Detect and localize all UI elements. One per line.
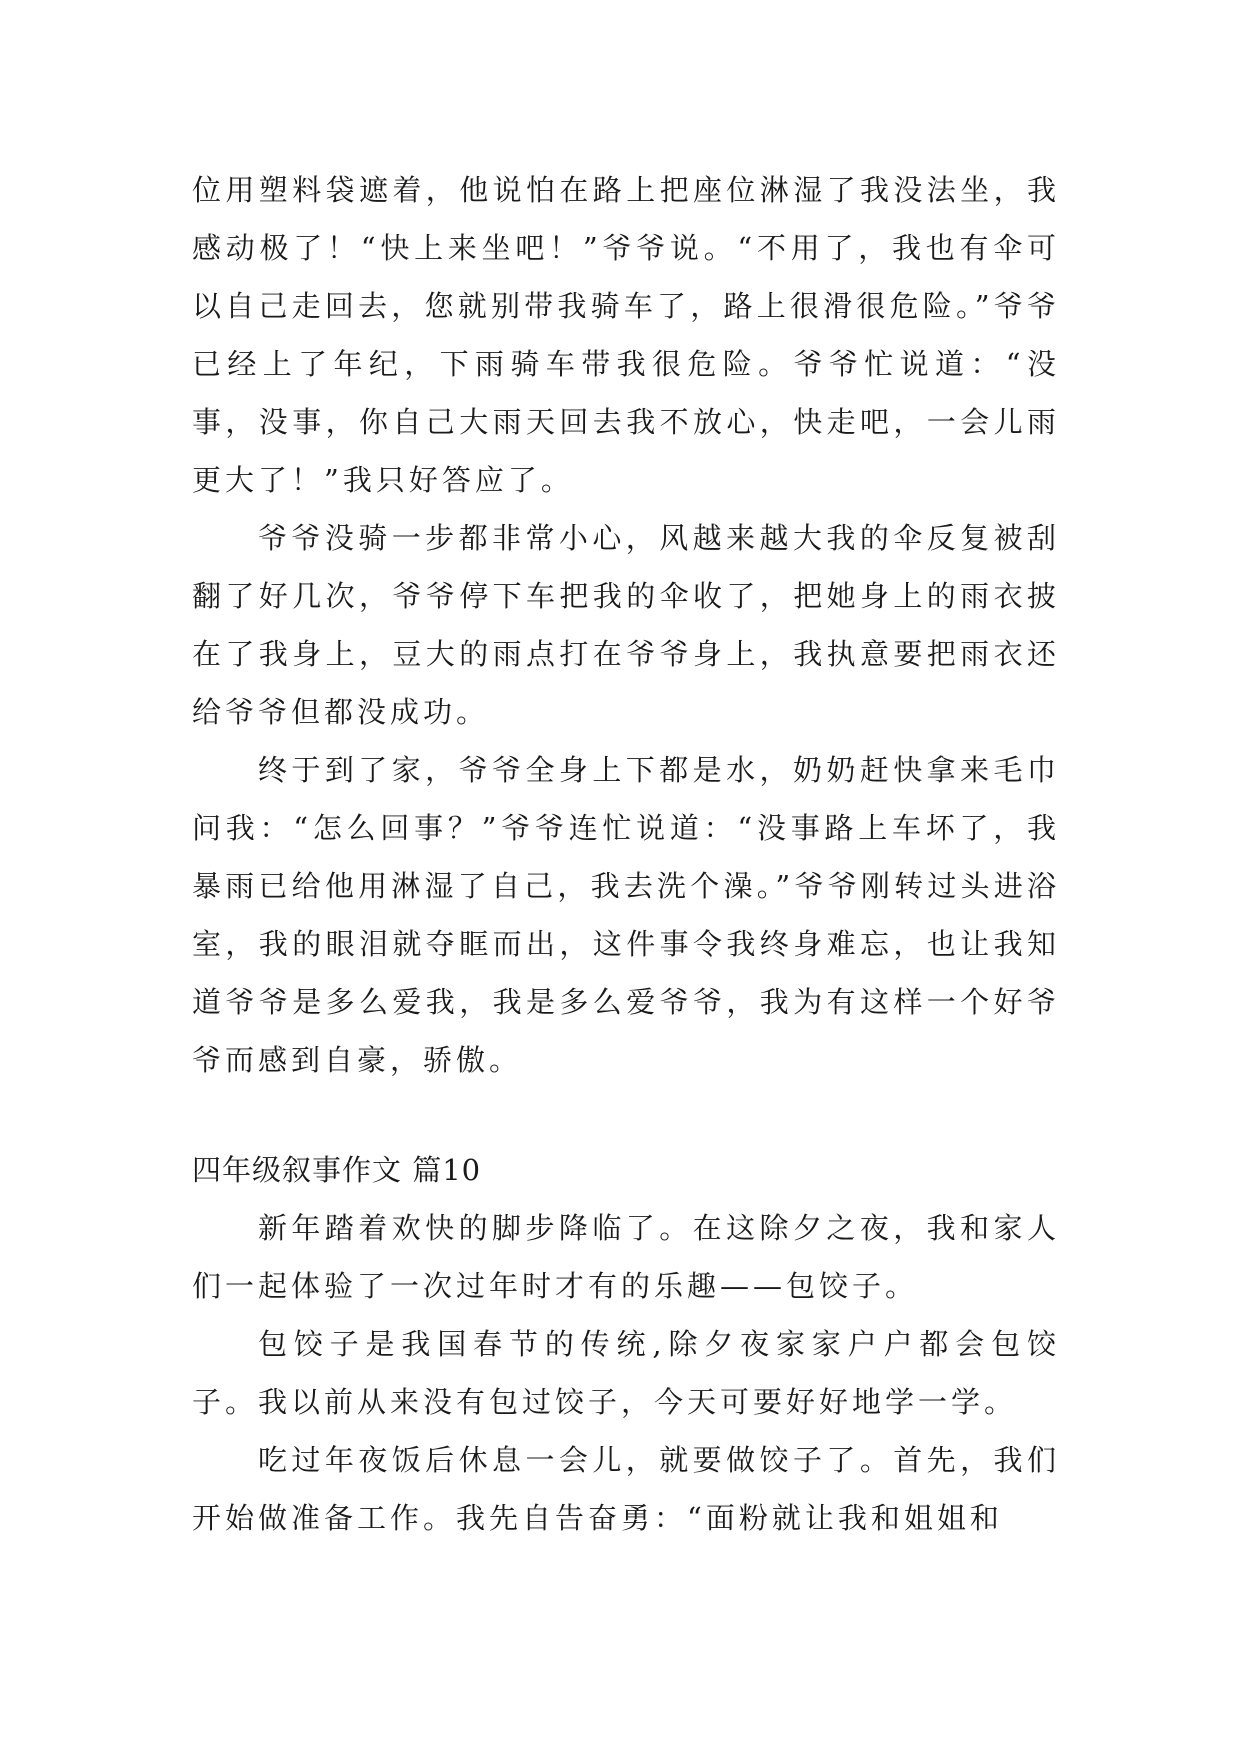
story-section-10 xyxy=(192,1199,1060,1547)
paragraph: 包饺子是我国春节的传统,除夕夜家家户户都会包饺子。我以前从来没有包过饺子，今天可要好好地学一学。 xyxy=(192,1327,1060,1419)
section-heading: 四年级叙事作文 篇10 xyxy=(192,1153,482,1187)
paragraph: 爷爷没骑一步都非常小心，风越来越大我的伞反复被刮翻了好几次，爷爷停下车把我的伞收了，把她身上的雨衣披在了我身上，豆大的雨点打在爷爷身上，我执意要把雨衣还给爷爷但都没成功。 xyxy=(192,521,1060,729)
paragraph: 新年踏着欢快的脚步降临了。在这除夕之夜，我和家人们一起体验了一次过年时才有的乐趣——包饺子。 xyxy=(192,1211,1060,1303)
story-continuation xyxy=(192,161,1060,1089)
paragraph: 吃过年夜饭后休息一会儿，就要做饺子了。首先，我们开始做准备工作。我先自告奋勇：“面粉就让我和姐姐和 xyxy=(192,1443,1060,1535)
paragraph: 终于到了家，爷爷全身上下都是水，奶奶赶快拿来毛巾问我：“怎么回事？”爷爷连忙说道：“没事路上车坏了，我暴雨已给他用淋湿了自己，我去洗个澡。”爷爷刚转过头进浴室，我的眼泪就夺眶而出，这件事令我终身难忘，也让我知道爷爷是多么爱我，我是多么爱爷爷，我为有这样一个好爷爷而感到自豪，骄傲。 xyxy=(192,753,1060,1077)
paragraph: 位用塑料袋遮着，他说怕在路上把座位淋湿了我没法坐，我感动极了！“快上来坐吧！”爷爷说。“不用了，我也有伞可以自己走回去，您就别带我骑车了，路上很滑很危险。”爷爷已经上了年纪，下雨骑车带我很危险。爷爷忙说道：“没事，没事，你自己大雨天回去我不放心，快走吧，一会儿雨更大了！”我只好答应了。 xyxy=(192,173,1060,497)
